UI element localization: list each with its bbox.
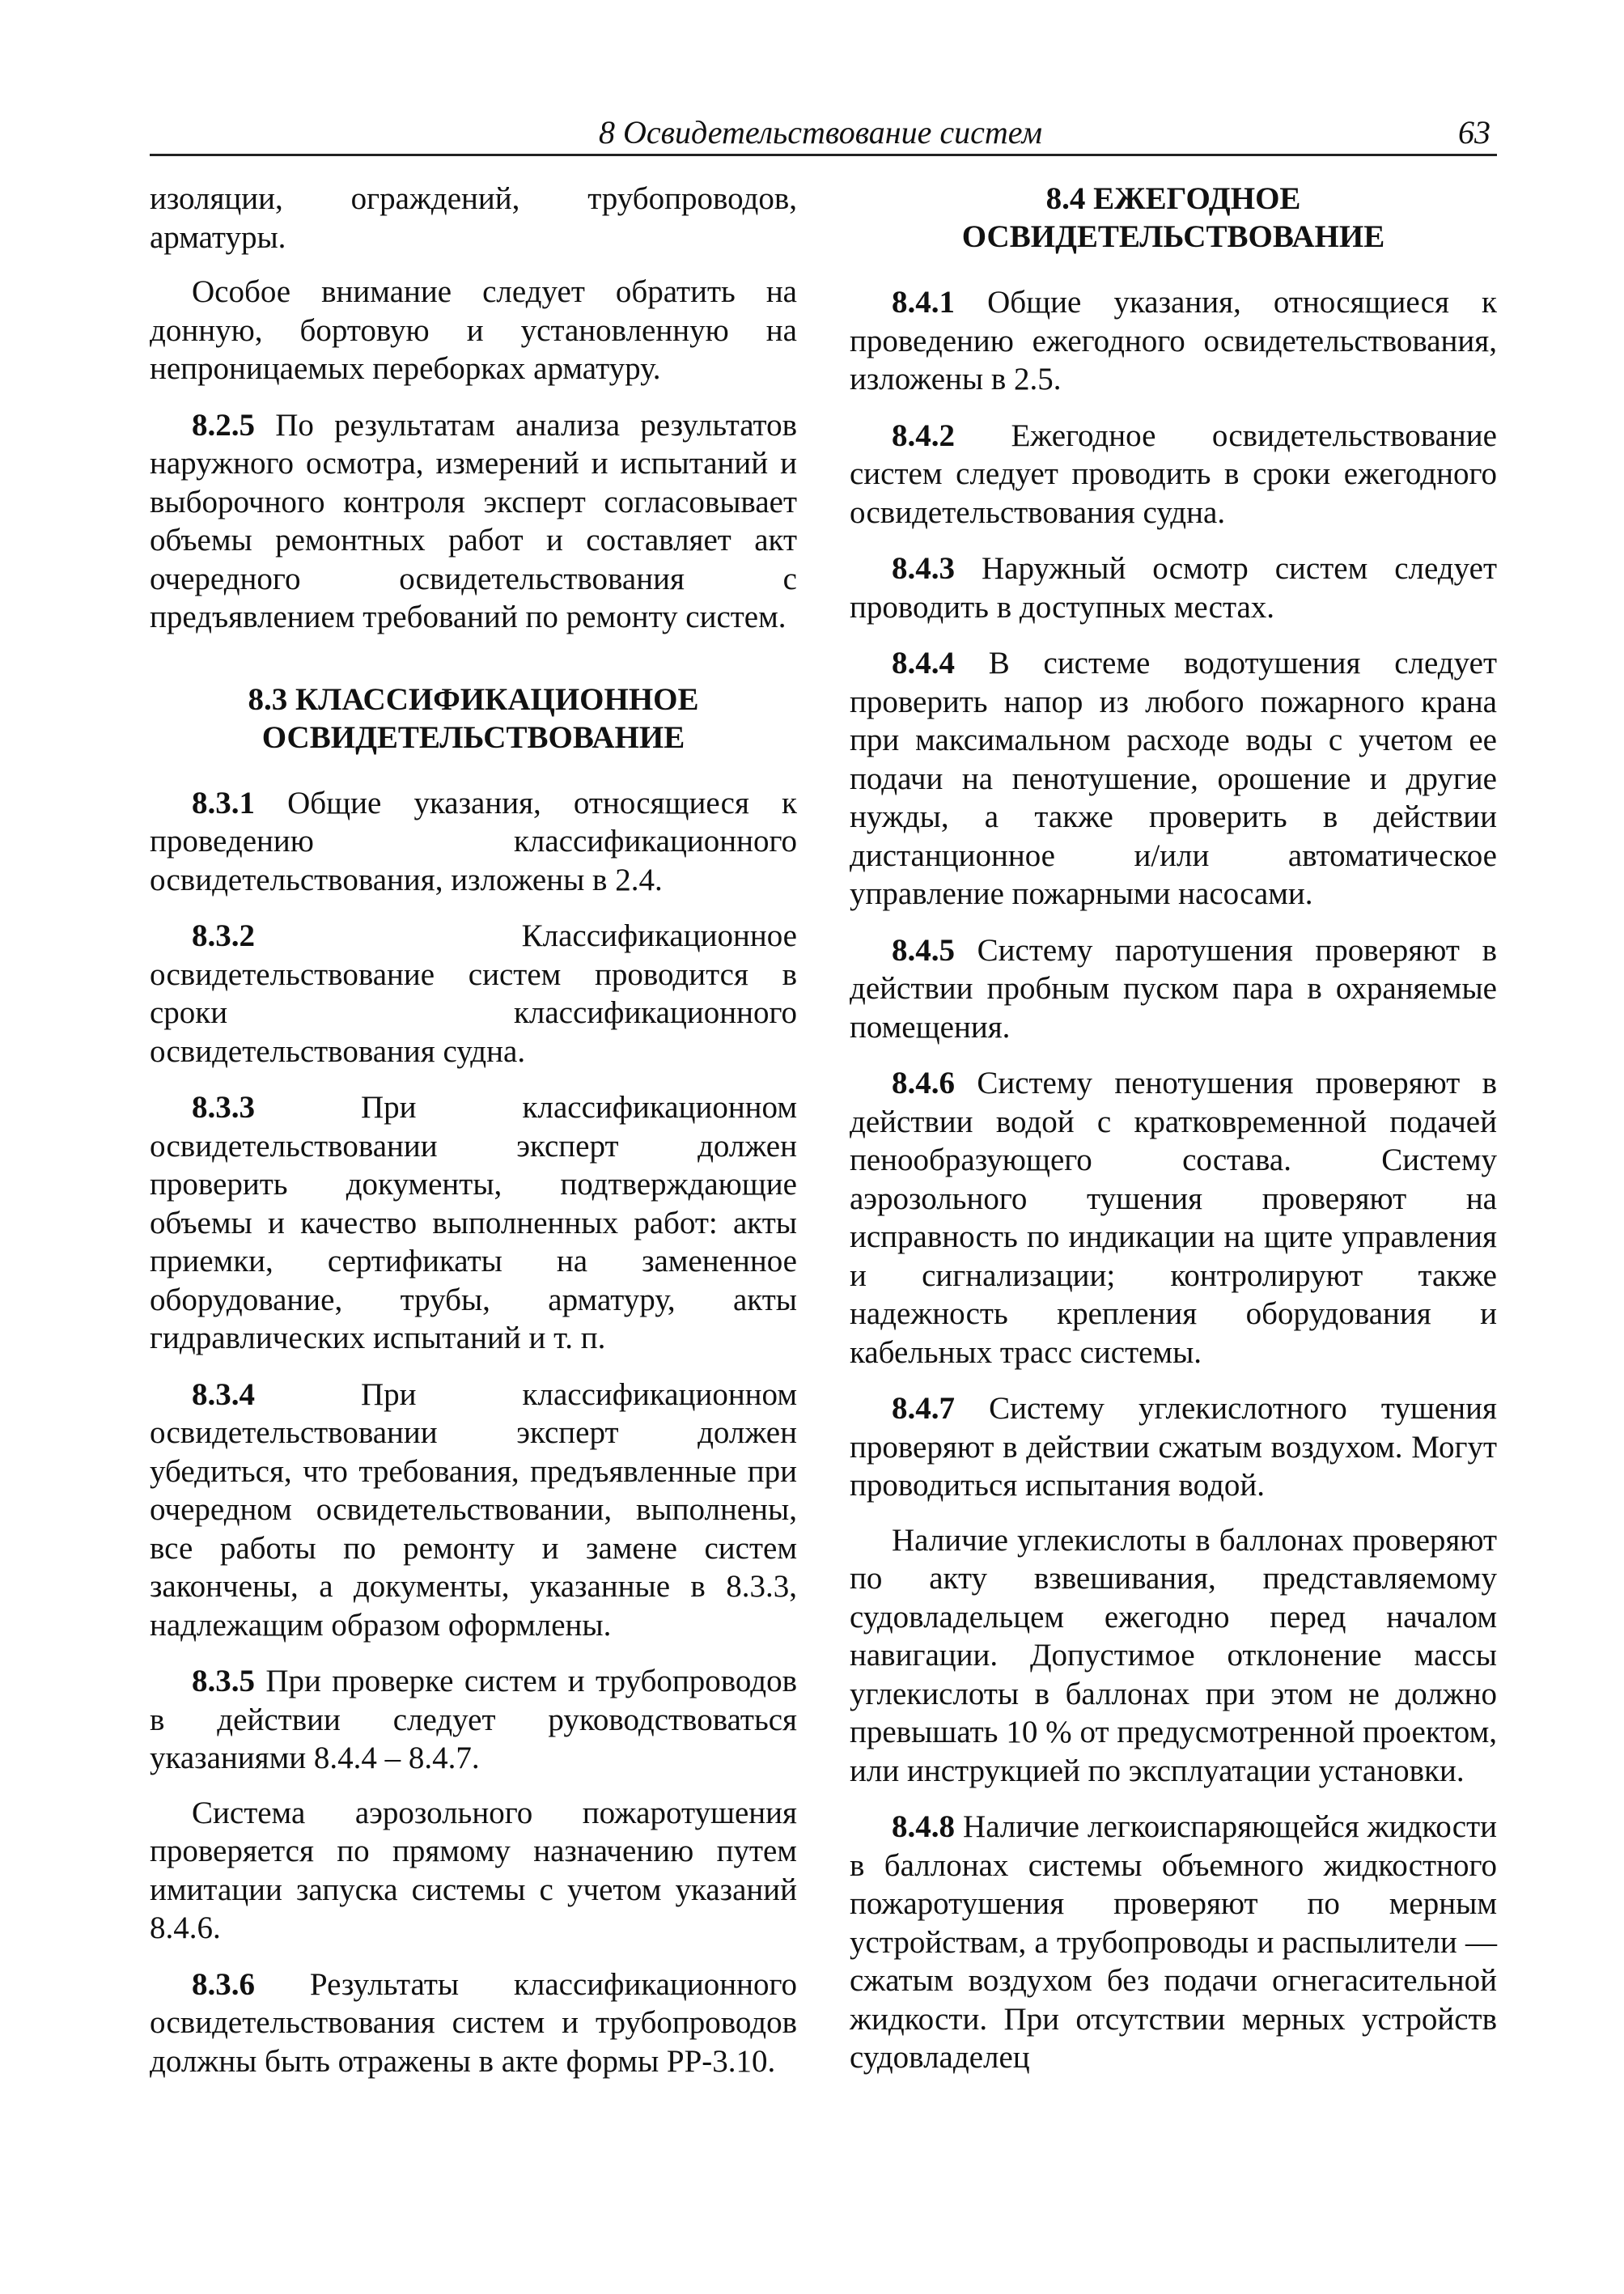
clause-8-4-2 <box>850 417 1497 532</box>
clause-number: 8.4.6 <box>892 1066 955 1100</box>
heading-line: ОСВИДЕТЕЛЬСТВОВАНИЕ <box>261 719 685 755</box>
page-number: 63 <box>1458 114 1490 151</box>
clause-number: 8.4.2 <box>892 418 955 453</box>
clause-text: Классификационное освидетельствование систем проводится в сроки классификационного освидетельствования судна. <box>150 918 797 1069</box>
clause-text: Наличие легкоиспаряющейся жидкости в баллонах системы объемного жидкостного пожаротушения проверяют по мерным устройствам, а трубопроводы и распылители — сжатым воздухом без подачи огнегасительной жидкости. При отсутствии мерных устройств судовладелец <box>850 1809 1497 2075</box>
section-heading-8-3 <box>150 681 797 757</box>
clause-number: 8.3.1 <box>192 785 255 820</box>
clause-8-3-6 <box>150 1965 797 2081</box>
right-column <box>850 180 1497 2095</box>
clause-text: Наружный осмотр систем следует проводить в доступных местах. <box>850 551 1497 625</box>
clause-8-4-6 <box>850 1064 1497 1372</box>
clause-8-3-5 <box>150 1662 797 1778</box>
clause-text: Систему углекислотного тушения проверяют в действии сжатым воздухом. Могут проводиться испытания водой. <box>850 1391 1497 1503</box>
clause-8-4-3 <box>850 549 1497 626</box>
clause-8-4-5 <box>850 931 1497 1047</box>
clause-text: Результаты классификационного освидетельствования систем и трубопроводов должны быть отражены в акте формы РР-3.10. <box>150 1966 797 2079</box>
clause-number: 8.4.4 <box>892 646 955 681</box>
running-header <box>150 112 1497 156</box>
paragraph-co2-check: Наличие углекислоты в баллонах проверяют по акту взвешивания, представляемому судовладельцем ежегодно перед началом навигации. Допустимое отклонение массы углекислоты в баллонах при этом не должно превышать 10 % от предусмотренной проектом, или инструкцией по эксплуатации установки. <box>850 1522 1497 1788</box>
clause-number: 8.4.7 <box>892 1391 955 1426</box>
paragraph-continuation: изоляции, ограждений, трубопроводов, арматуры. <box>150 181 797 255</box>
heading-line: 8.4 ЕЖЕГОДНОЕ <box>1045 181 1301 216</box>
clause-8-3-1 <box>150 784 797 900</box>
clause-number: 8.3.5 <box>192 1664 255 1698</box>
clause-number: 8.3.4 <box>192 1376 255 1412</box>
clause-text: Систему пенотушения проверяют в действии водой с кратковременной подачей пенообразующего состава. Систему аэрозольного тушения проверяют на исправность по индикации на щите управления и сигнализации; контролируют также надежность крепления оборудования и кабельных трасс системы. <box>850 1066 1497 1370</box>
paragraph-special-attention: Особое внимание следует обратить на донную, бортовую и установленную на непроницаемых переборках арматуру. <box>150 274 797 386</box>
clause-8-4-7 <box>850 1389 1497 1505</box>
paragraph-aerosol-system: Система аэрозольного пожаротушения проверяется по прямому назначению путем имитации запуска системы с учетом указаний 8.4.6. <box>150 1795 797 1945</box>
clause-8-2-5 <box>150 406 797 637</box>
clause-8-4-4 <box>850 644 1497 914</box>
clause-number: 8.3.6 <box>192 1966 255 2002</box>
clause-number: 8.3.2 <box>192 918 255 953</box>
clause-8-4-8 <box>850 1808 1497 2077</box>
clause-8-3-2 <box>150 917 797 1071</box>
clause-8-3-3 <box>150 1088 797 1358</box>
clause-number: 8.4.5 <box>892 932 955 968</box>
clause-8-4-1 <box>850 283 1497 399</box>
clause-number: 8.3.3 <box>192 1090 255 1125</box>
clause-text: При классификационном освидетельствовании эксперт должен проверить документы, подтверждающие объемы и качество выполненных работ: акты приемки, сертификаты на замененное оборудование, трубы, арматуру, акты гидравлических испытаний и т. п. <box>150 1090 797 1355</box>
clause-text: При проверке систем и трубопроводов в действии следует руководствоваться указаниями 8.4.4 – 8.4.7. <box>150 1664 797 1775</box>
clause-text: Ежегодное освидетельствование систем следует проводить в сроки ежегодного освидетельствования судна. <box>850 418 1497 530</box>
chapter-title: 8 Освидетельствование систем <box>599 114 1043 151</box>
heading-line: 8.3 КЛАССИФИКАЦИОННОЕ <box>248 681 699 717</box>
clause-text: Общие указания, относящиеся к проведению ежегодного освидетельствования, изложены в 2.5. <box>850 285 1497 396</box>
clause-number: 8.4.1 <box>892 285 955 320</box>
left-column <box>150 180 797 2098</box>
clause-text: По результатам анализа результатов наружного осмотра, измерений и испытаний и выборочного контроля эксперт согласовывает объемы ремонтных работ и составляет акт очередного освидетельствования с предъявлением требований по ремонту систем. <box>150 407 797 634</box>
clause-number: 8.4.3 <box>892 551 955 586</box>
clause-text: Систему паротушения проверяют в действии пробным пуском пара в охраняемые помещения. <box>850 932 1497 1045</box>
clause-text: При классификационном освидетельствовании эксперт должен убедиться, что требования, предъявленные при очередном освидетельствовании, выполнены, все работы по ремонту и замене систем закончены, а документы, указанные в 8.3.3, надлежащим образом оформлены. <box>150 1376 797 1643</box>
clause-number: 8.2.5 <box>192 407 255 443</box>
clause-8-3-4 <box>150 1376 797 1645</box>
heading-line: ОСВИДЕТЕЛЬСТВОВАНИЕ <box>961 219 1385 254</box>
section-heading-8-4 <box>850 180 1497 256</box>
clause-text: В системе водотушения следует проверить напор из любого пожарного крана при максимальном расходе воды с учетом ее подачи на пенотушение, орошение и другие нужды, а также проверить в действии дистанционное и/или автоматическое управление пожарными насосами. <box>850 646 1497 911</box>
clause-text: Общие указания, относящиеся к проведению классификационного освидетельствования, изложены в 2.4. <box>150 785 797 897</box>
clause-number: 8.4.8 <box>892 1809 955 1844</box>
